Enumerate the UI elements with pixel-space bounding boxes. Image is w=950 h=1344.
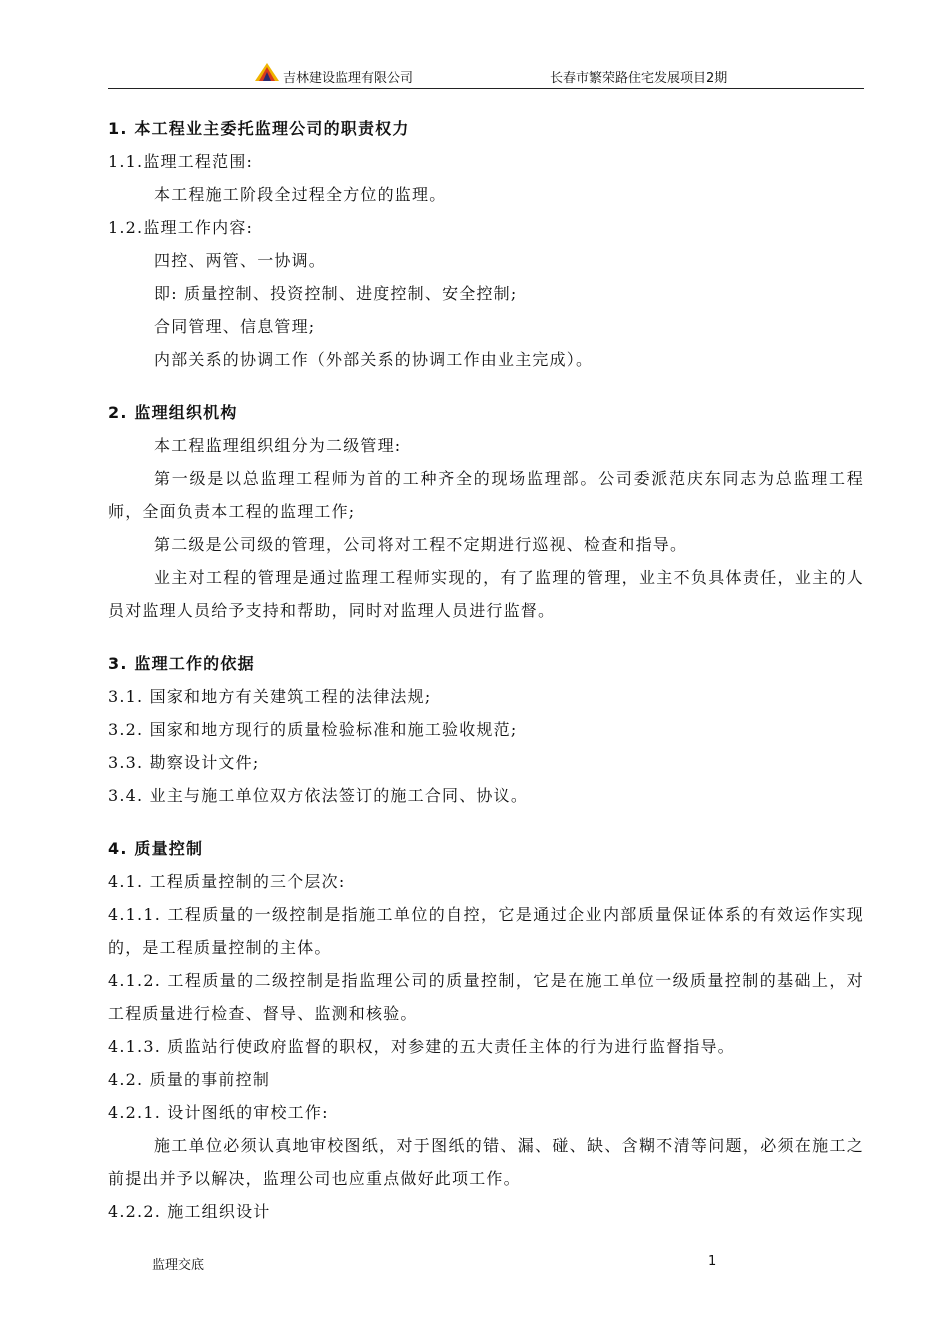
- section-4-1-2-text: 4.1.2. 工程质量的二级控制是指监理公司的质量控制，它是在施工单位一级质量控制的基础上，对工程质量进行检查、督导、监测和核验。: [108, 971, 864, 1023]
- section-3-title: 3. 监理工作的依据: [108, 654, 255, 673]
- document-body: [108, 112, 864, 1228]
- section-4-2-heading: 4.2. 质量的事前控制: [108, 1070, 271, 1089]
- section-2-para-1: 本工程监理组织组分为二级管理:: [154, 436, 402, 455]
- project-name: 长春市繁荣路住宅发展项目2期: [550, 71, 728, 86]
- section-2-para-3: 第二级是公司级的管理，公司将对工程不定期进行巡视、检查和指导。: [154, 535, 688, 554]
- company-name: 吉林建设监理有限公司: [283, 71, 414, 86]
- section-3-item-4: 3.4. 业主与施工单位双方依法签订的施工合同、协议。: [108, 786, 529, 805]
- section-4-2-1-text: 施工单位必须认真地审校图纸，对于图纸的错、漏、碰、缺、含糊不清等问题，必须在施工之前提出并予以解决，监理公司也应重点做好此项工作。: [108, 1136, 864, 1188]
- section-4-1-3-text: 4.1.3. 质监站行使政府监督的职权，对参建的五大责任主体的行为进行监督指导。: [108, 1037, 735, 1056]
- section-4-1-1-text: 4.1.1. 工程质量的一级控制是指施工单位的自控，它是通过企业内部质量保证体系的有效运作实现的，是工程质量控制的主体。: [108, 905, 864, 957]
- section-4-title: 4. 质量控制: [108, 839, 204, 858]
- section-2-title: 2. 监理组织机构: [108, 403, 238, 422]
- section-1-2-line-3: 合同管理、信息管理;: [154, 317, 316, 336]
- section-3-item-2: 3.2. 国家和地方现行的质量检验标准和施工验收规范;: [108, 720, 518, 739]
- section-3-item-3: 3.3. 勘察设计文件;: [108, 753, 260, 772]
- section-1-title: 1. 本工程业主委托监理公司的职责权力: [108, 119, 410, 138]
- section-1-2-line-2: 即: 质量控制、投资控制、进度控制、安全控制;: [154, 284, 518, 303]
- section-1-2-line-1: 四控、两管、一协调。: [154, 251, 327, 270]
- section-2-para-2: 第一级是以总监理工程师为首的工种齐全的现场监理部。公司委派范庆东同志为总监理工程师，全面负责本工程的监理工作;: [108, 469, 864, 521]
- section-1-1-text: 本工程施工阶段全过程全方位的监理。: [154, 185, 447, 204]
- section-4-2-1-heading: 4.2.1. 设计图纸的审校工作:: [108, 1103, 329, 1122]
- section-2-para-4: 业主对工程的管理是通过监理工程师实现的，有了监理的管理，业主不负具体责任，业主的人员对监理人员给予支持和帮助，同时对监理人员进行监督。: [108, 568, 864, 620]
- section-1-1-heading: 1.1.监理工程范围:: [108, 152, 254, 171]
- section-4-1-heading: 4.1. 工程质量控制的三个层次:: [108, 872, 346, 891]
- footer-label: 监理交底: [152, 1258, 205, 1273]
- page-number: 1: [708, 1254, 717, 1269]
- page-header: [108, 62, 864, 89]
- section-4-2-2-heading: 4.2.2. 施工组织设计: [108, 1202, 271, 1221]
- section-3-item-1: 3.1. 国家和地方有关建筑工程的法律法规;: [108, 687, 432, 706]
- company-logo-icon: [254, 62, 280, 82]
- section-1-2-line-4: 内部关系的协调工作（外部关系的协调工作由业主完成）。: [154, 350, 594, 369]
- section-1-2-heading: 1.2.监理工作内容:: [108, 218, 254, 237]
